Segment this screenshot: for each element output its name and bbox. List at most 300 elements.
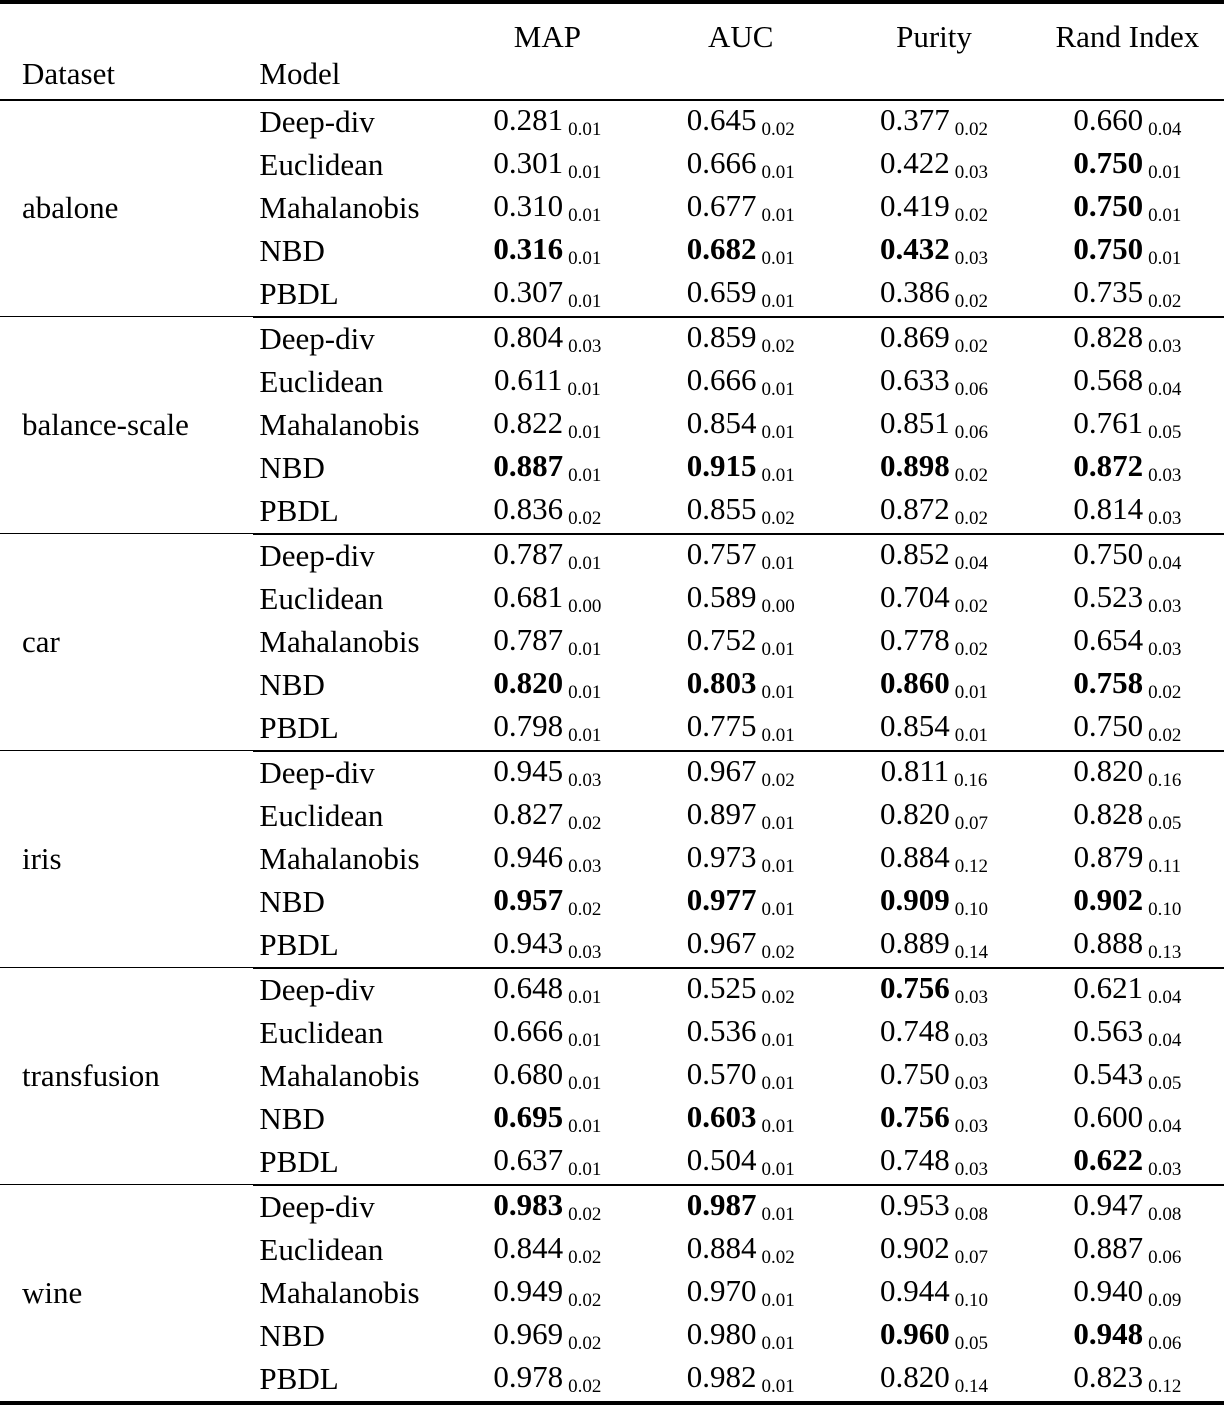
metric-mean: 0.820 bbox=[880, 795, 950, 831]
metric-mean: 0.889 bbox=[880, 924, 950, 960]
cell-balance-scale-nbd-purity bbox=[837, 447, 1030, 490]
metric-std: 0.03 bbox=[954, 1115, 988, 1137]
metric-mean: 0.947 bbox=[1073, 1186, 1144, 1222]
metric-mean: 0.622 bbox=[1073, 1141, 1144, 1177]
model-label-nbd: NBD bbox=[259, 233, 325, 269]
metric-std: 0.02 bbox=[1148, 681, 1182, 703]
cell-wine-pbdl-map bbox=[451, 1358, 644, 1403]
cell-balance-scale-euclidean-rand-index bbox=[1031, 361, 1224, 404]
metric-mean: 0.957 bbox=[493, 881, 564, 917]
metric-mean: 0.953 bbox=[880, 1186, 950, 1222]
cell-iris-nbd-map bbox=[451, 881, 644, 924]
metric-mean: 0.960 bbox=[880, 1315, 950, 1351]
metric-mean: 0.978 bbox=[493, 1358, 564, 1394]
cell-iris-pbdl-auc bbox=[644, 924, 837, 968]
metric-mean: 0.758 bbox=[1073, 664, 1144, 700]
cell-transfusion-mahalanobis-map bbox=[451, 1055, 644, 1098]
metric-mean: 0.787 bbox=[493, 621, 564, 657]
metric-std: 0.02 bbox=[954, 464, 988, 486]
metric-std: 0.01 bbox=[568, 986, 602, 1008]
metric-std: 0.14 bbox=[954, 1375, 988, 1397]
metric-std: 0.12 bbox=[1148, 1375, 1182, 1397]
metric-std: 0.01 bbox=[568, 464, 602, 486]
cell-balance-scale-deep-div-purity bbox=[837, 318, 1030, 361]
cell-wine-euclidean-auc bbox=[644, 1229, 837, 1272]
cell-abalone-mahalanobis-map bbox=[451, 187, 644, 230]
metric-std: 0.01 bbox=[761, 290, 795, 312]
model-label-mahalanobis: Mahalanobis bbox=[259, 190, 420, 226]
metric-mean: 0.814 bbox=[1073, 490, 1144, 526]
metric-std: 0.02 bbox=[954, 638, 988, 660]
cell-abalone-euclidean-rand-index bbox=[1031, 144, 1224, 187]
cell-abalone-nbd-purity bbox=[837, 230, 1030, 273]
cell-wine-mahalanobis-purity bbox=[837, 1272, 1030, 1315]
metric-std: 0.03 bbox=[568, 855, 602, 877]
cell-wine-deep-div-map bbox=[451, 1186, 644, 1229]
metric-mean: 0.757 bbox=[686, 535, 757, 571]
dataset-label-balance-scale: balance-scale bbox=[22, 407, 189, 443]
cell-iris-pbdl-map bbox=[451, 924, 644, 968]
header-blank-auc bbox=[644, 56, 837, 100]
cell-balance-scale-mahalanobis-auc bbox=[644, 404, 837, 447]
metric-mean: 0.432 bbox=[880, 230, 950, 266]
cell-wine-euclidean-purity bbox=[837, 1229, 1030, 1272]
metric-mean: 0.666 bbox=[686, 361, 757, 397]
metric-mean: 0.859 bbox=[686, 318, 757, 354]
metric-mean: 0.750 bbox=[1073, 707, 1144, 743]
metric-mean: 0.377 bbox=[880, 101, 950, 137]
metric-std: 0.01 bbox=[761, 1072, 795, 1094]
metric-std: 0.10 bbox=[954, 1289, 988, 1311]
metric-mean: 0.621 bbox=[1073, 969, 1144, 1005]
table-row bbox=[0, 318, 1224, 361]
cell-balance-scale-mahalanobis-rand-index bbox=[1031, 404, 1224, 447]
dataset-label-abalone: abalone bbox=[22, 190, 119, 226]
table-row bbox=[0, 752, 1224, 795]
cell-car-mahalanobis-purity bbox=[837, 621, 1030, 664]
metric-std: 0.01 bbox=[568, 638, 602, 660]
cell-balance-scale-deep-div-map bbox=[451, 318, 644, 361]
metric-std: 0.02 bbox=[954, 595, 988, 617]
cell-wine-deep-div-purity bbox=[837, 1186, 1030, 1229]
cell-abalone-pbdl-map bbox=[451, 273, 644, 317]
metric-std: 0.07 bbox=[954, 812, 988, 834]
cell-iris-deep-div-purity bbox=[837, 752, 1030, 795]
model-label-mahalanobis: Mahalanobis bbox=[259, 1058, 420, 1094]
metric-std: 0.02 bbox=[761, 335, 795, 357]
metric-std: 0.04 bbox=[1148, 986, 1182, 1008]
cell-balance-scale-pbdl-rand-index bbox=[1031, 490, 1224, 534]
model-label-nbd: NBD bbox=[259, 667, 325, 703]
metric-std: 0.03 bbox=[954, 161, 988, 183]
cell-balance-scale-euclidean-map bbox=[451, 361, 644, 404]
metric-std: 0.02 bbox=[954, 507, 988, 529]
metric-mean: 0.851 bbox=[880, 404, 950, 440]
metric-mean: 0.654 bbox=[1073, 621, 1144, 657]
table-body bbox=[0, 101, 1224, 1405]
model-label-mahalanobis: Mahalanobis bbox=[259, 841, 420, 877]
metric-std: 0.01 bbox=[761, 204, 795, 226]
model-label-euclidean: Euclidean bbox=[259, 1232, 384, 1268]
cell-wine-deep-div-rand-index bbox=[1031, 1186, 1224, 1229]
cell-abalone-nbd-map bbox=[451, 230, 644, 273]
cell-transfusion-mahalanobis-auc bbox=[644, 1055, 837, 1098]
metric-std: 0.01 bbox=[761, 1203, 795, 1225]
cell-transfusion-deep-div-auc bbox=[644, 969, 837, 1012]
metric-std: 0.12 bbox=[954, 855, 988, 877]
metric-mean: 0.798 bbox=[493, 707, 564, 743]
cell-abalone-deep-div-purity bbox=[837, 101, 1030, 144]
table-row bbox=[0, 969, 1224, 1012]
cell-car-nbd-purity bbox=[837, 664, 1030, 707]
model-label-deep-div: Deep-div bbox=[259, 321, 375, 357]
cell-iris-deep-div-rand-index bbox=[1031, 752, 1224, 795]
column-header-map: MAP bbox=[513, 19, 581, 55]
metric-mean: 0.977 bbox=[686, 881, 757, 917]
cell-wine-mahalanobis-rand-index bbox=[1031, 1272, 1224, 1315]
metric-mean: 0.948 bbox=[1073, 1315, 1144, 1351]
metric-mean: 0.872 bbox=[1073, 447, 1144, 483]
metric-std: 0.08 bbox=[1148, 1203, 1182, 1225]
model-label-deep-div: Deep-div bbox=[259, 104, 375, 140]
metric-mean: 0.949 bbox=[493, 1272, 564, 1308]
dataset-label-transfusion: transfusion bbox=[22, 1058, 160, 1094]
metric-mean: 0.316 bbox=[493, 230, 564, 266]
metric-mean: 0.823 bbox=[1073, 1358, 1144, 1394]
metric-std: 0.01 bbox=[761, 1332, 795, 1354]
model-label-euclidean: Euclidean bbox=[259, 1015, 384, 1051]
metric-mean: 0.828 bbox=[1073, 795, 1144, 831]
metric-mean: 0.563 bbox=[1073, 1012, 1144, 1048]
cell-balance-scale-pbdl-auc bbox=[644, 490, 837, 534]
metric-mean: 0.504 bbox=[686, 1141, 757, 1177]
metric-mean: 0.704 bbox=[880, 578, 950, 614]
metric-std: 0.03 bbox=[1148, 335, 1182, 357]
metric-mean: 0.666 bbox=[686, 144, 757, 180]
metric-mean: 0.915 bbox=[686, 447, 757, 483]
cell-wine-deep-div-auc bbox=[644, 1186, 837, 1229]
cell-car-euclidean-map bbox=[451, 578, 644, 621]
metric-mean: 0.967 bbox=[686, 924, 757, 960]
metric-std: 0.02 bbox=[568, 1375, 602, 1397]
metric-mean: 0.828 bbox=[1073, 318, 1144, 354]
metric-std: 0.02 bbox=[954, 118, 988, 140]
metric-std: 0.04 bbox=[954, 552, 988, 574]
metric-mean: 0.822 bbox=[493, 404, 564, 440]
cell-iris-euclidean-auc bbox=[644, 795, 837, 838]
metric-mean: 0.854 bbox=[686, 404, 757, 440]
model-label-nbd: NBD bbox=[259, 450, 325, 486]
cell-balance-scale-euclidean-auc bbox=[644, 361, 837, 404]
cell-car-deep-div-purity bbox=[837, 535, 1030, 578]
metric-mean: 0.611 bbox=[493, 361, 563, 397]
cell-car-pbdl-rand-index bbox=[1031, 707, 1224, 751]
column-header-purity: Purity bbox=[896, 19, 972, 55]
metric-mean: 0.600 bbox=[1073, 1098, 1144, 1134]
metric-mean: 0.982 bbox=[686, 1358, 757, 1394]
metric-std: 0.16 bbox=[954, 769, 988, 791]
metric-std: 0.01 bbox=[568, 724, 602, 746]
dataset-label-car: car bbox=[22, 624, 60, 660]
model-label-pbdl: PBDL bbox=[259, 276, 339, 312]
metric-mean: 0.756 bbox=[880, 1098, 950, 1134]
cell-balance-scale-nbd-map bbox=[451, 447, 644, 490]
metric-std: 0.04 bbox=[1148, 118, 1182, 140]
metric-std: 0.03 bbox=[1148, 507, 1182, 529]
metric-mean: 0.748 bbox=[880, 1141, 950, 1177]
cell-iris-mahalanobis-rand-index bbox=[1031, 838, 1224, 881]
metric-mean: 0.589 bbox=[686, 578, 757, 614]
metric-std: 0.00 bbox=[761, 595, 795, 617]
metric-std: 0.01 bbox=[567, 378, 601, 400]
metric-std: 0.01 bbox=[568, 1029, 602, 1051]
model-label-mahalanobis: Mahalanobis bbox=[259, 407, 420, 443]
table-row bbox=[0, 1186, 1224, 1229]
metric-mean: 0.523 bbox=[1073, 578, 1144, 614]
corner-header-row bbox=[0, 56, 1224, 100]
column-header-model: Model bbox=[259, 56, 341, 91]
model-label-deep-div: Deep-div bbox=[259, 538, 375, 574]
metric-std: 0.06 bbox=[1148, 1246, 1182, 1268]
metric-std: 0.01 bbox=[568, 118, 602, 140]
metric-mean: 0.633 bbox=[880, 361, 950, 397]
metric-std: 0.03 bbox=[954, 986, 988, 1008]
metric-mean: 0.869 bbox=[880, 318, 950, 354]
cell-wine-mahalanobis-auc bbox=[644, 1272, 837, 1315]
metric-mean: 0.750 bbox=[1073, 187, 1144, 223]
metric-std: 0.02 bbox=[568, 812, 602, 834]
metric-std: 0.01 bbox=[761, 1289, 795, 1311]
metric-mean: 0.422 bbox=[880, 144, 950, 180]
metric-std: 0.05 bbox=[1148, 421, 1182, 443]
metric-mean: 0.787 bbox=[493, 535, 564, 571]
dataset-label-iris: iris bbox=[22, 841, 62, 877]
cell-transfusion-euclidean-rand-index bbox=[1031, 1012, 1224, 1055]
cell-car-mahalanobis-map bbox=[451, 621, 644, 664]
metric-mean: 0.909 bbox=[880, 881, 950, 917]
metric-std: 0.02 bbox=[568, 1246, 602, 1268]
metric-std: 0.10 bbox=[1148, 898, 1182, 920]
metric-std: 0.02 bbox=[568, 1332, 602, 1354]
metric-std: 0.03 bbox=[1148, 1158, 1182, 1180]
model-label-pbdl: PBDL bbox=[259, 1361, 339, 1397]
metric-header-row bbox=[0, 4, 1224, 56]
cell-wine-pbdl-purity bbox=[837, 1358, 1030, 1403]
cell-wine-nbd-purity bbox=[837, 1315, 1030, 1358]
metric-mean: 0.987 bbox=[686, 1186, 757, 1222]
metric-mean: 0.543 bbox=[1073, 1055, 1144, 1091]
metric-mean: 0.666 bbox=[493, 1012, 564, 1048]
metric-std: 0.01 bbox=[954, 681, 988, 703]
model-label-deep-div: Deep-div bbox=[259, 972, 375, 1008]
cell-transfusion-pbdl-auc bbox=[644, 1141, 837, 1185]
metric-mean: 0.811 bbox=[880, 752, 950, 788]
metric-std: 0.04 bbox=[1148, 1029, 1182, 1051]
cell-abalone-nbd-rand-index bbox=[1031, 230, 1224, 273]
metric-std: 0.02 bbox=[1148, 290, 1182, 312]
metric-std: 0.01 bbox=[761, 1158, 795, 1180]
metric-mean: 0.660 bbox=[1073, 101, 1144, 137]
cell-transfusion-deep-div-map bbox=[451, 969, 644, 1012]
cell-car-deep-div-auc bbox=[644, 535, 837, 578]
cell-balance-scale-nbd-rand-index bbox=[1031, 447, 1224, 490]
metric-mean: 0.887 bbox=[493, 447, 564, 483]
metric-mean: 0.943 bbox=[493, 924, 564, 960]
metric-std: 0.03 bbox=[954, 1029, 988, 1051]
cell-wine-nbd-map bbox=[451, 1315, 644, 1358]
metric-std: 0.01 bbox=[1148, 247, 1182, 269]
metric-mean: 0.301 bbox=[493, 144, 564, 180]
cell-abalone-pbdl-purity bbox=[837, 273, 1030, 317]
metric-std: 0.02 bbox=[568, 1203, 602, 1225]
cell-wine-nbd-rand-index bbox=[1031, 1315, 1224, 1358]
metric-std: 0.02 bbox=[954, 335, 988, 357]
metric-std: 0.01 bbox=[1148, 204, 1182, 226]
cell-abalone-deep-div-auc bbox=[644, 101, 837, 144]
metric-mean: 0.860 bbox=[880, 664, 950, 700]
column-header-rand-index: Rand Index bbox=[1055, 19, 1200, 55]
metric-std: 0.01 bbox=[568, 681, 602, 703]
model-label-euclidean: Euclidean bbox=[259, 798, 384, 834]
cell-balance-scale-deep-div-rand-index bbox=[1031, 318, 1224, 361]
cell-car-pbdl-map bbox=[451, 707, 644, 751]
cell-transfusion-deep-div-rand-index bbox=[1031, 969, 1224, 1012]
metric-std: 0.06 bbox=[954, 421, 988, 443]
metric-std: 0.01 bbox=[568, 247, 602, 269]
cell-abalone-pbdl-auc bbox=[644, 273, 837, 317]
metric-std: 0.02 bbox=[568, 898, 602, 920]
model-label-mahalanobis: Mahalanobis bbox=[259, 1275, 420, 1311]
model-label-deep-div: Deep-div bbox=[259, 755, 375, 791]
metric-mean: 0.945 bbox=[493, 752, 564, 788]
cell-iris-mahalanobis-map bbox=[451, 838, 644, 881]
metric-std: 0.01 bbox=[761, 1375, 795, 1397]
metric-mean: 0.386 bbox=[880, 273, 950, 309]
cell-car-euclidean-purity bbox=[837, 578, 1030, 621]
metric-std: 0.03 bbox=[954, 247, 988, 269]
cell-abalone-deep-div-rand-index bbox=[1031, 101, 1224, 144]
metric-mean: 0.872 bbox=[880, 490, 950, 526]
model-label-pbdl: PBDL bbox=[259, 493, 339, 529]
column-header-auc: AUC bbox=[707, 19, 774, 55]
cell-car-mahalanobis-auc bbox=[644, 621, 837, 664]
metric-mean: 0.844 bbox=[493, 1229, 564, 1265]
cell-abalone-nbd-auc bbox=[644, 230, 837, 273]
cell-abalone-euclidean-auc bbox=[644, 144, 837, 187]
metric-mean: 0.854 bbox=[880, 707, 950, 743]
metric-mean: 0.970 bbox=[686, 1272, 757, 1308]
cell-iris-nbd-purity bbox=[837, 881, 1030, 924]
metric-mean: 0.778 bbox=[880, 621, 950, 657]
metric-std: 0.01 bbox=[761, 552, 795, 574]
metric-std: 0.01 bbox=[761, 161, 795, 183]
cell-abalone-mahalanobis-rand-index bbox=[1031, 187, 1224, 230]
metric-std: 0.16 bbox=[1148, 769, 1182, 791]
metric-mean: 0.750 bbox=[1073, 230, 1144, 266]
cell-iris-nbd-rand-index bbox=[1031, 881, 1224, 924]
cell-car-deep-div-map bbox=[451, 535, 644, 578]
cell-iris-deep-div-auc bbox=[644, 752, 837, 795]
metric-std: 0.06 bbox=[1148, 1332, 1182, 1354]
metric-mean: 0.680 bbox=[493, 1055, 564, 1091]
metric-std: 0.01 bbox=[568, 421, 602, 443]
metric-mean: 0.750 bbox=[880, 1055, 950, 1091]
metric-mean: 0.888 bbox=[1073, 924, 1144, 960]
metric-std: 0.01 bbox=[761, 638, 795, 660]
cell-balance-scale-nbd-auc bbox=[644, 447, 837, 490]
metric-mean: 0.568 bbox=[1073, 361, 1144, 397]
metric-std: 0.02 bbox=[761, 941, 795, 963]
cell-car-mahalanobis-rand-index bbox=[1031, 621, 1224, 664]
metric-mean: 0.603 bbox=[686, 1098, 757, 1134]
metric-std: 0.01 bbox=[568, 552, 602, 574]
metric-std: 0.10 bbox=[954, 898, 988, 920]
metric-std: 0.01 bbox=[761, 855, 795, 877]
metric-std: 0.02 bbox=[568, 507, 602, 529]
metric-mean: 0.820 bbox=[1073, 752, 1144, 788]
metric-std: 0.01 bbox=[761, 681, 795, 703]
metric-mean: 0.820 bbox=[493, 664, 564, 700]
metric-mean: 0.884 bbox=[880, 838, 950, 874]
metric-mean: 0.983 bbox=[493, 1186, 564, 1222]
metric-std: 0.01 bbox=[954, 724, 988, 746]
metric-std: 0.01 bbox=[1148, 161, 1182, 183]
metric-mean: 0.902 bbox=[880, 1229, 950, 1265]
metric-mean: 0.898 bbox=[880, 447, 950, 483]
cell-transfusion-deep-div-purity bbox=[837, 969, 1030, 1012]
model-label-nbd: NBD bbox=[259, 1101, 325, 1137]
model-label-pbdl: PBDL bbox=[259, 710, 339, 746]
metric-mean: 0.944 bbox=[880, 1272, 950, 1308]
cell-car-nbd-rand-index bbox=[1031, 664, 1224, 707]
cell-transfusion-euclidean-purity bbox=[837, 1012, 1030, 1055]
cell-balance-scale-pbdl-map bbox=[451, 490, 644, 534]
metric-std: 0.01 bbox=[761, 812, 795, 834]
metric-std: 0.02 bbox=[761, 986, 795, 1008]
table-header bbox=[0, 2, 1224, 101]
model-label-mahalanobis: Mahalanobis bbox=[259, 624, 420, 660]
cell-iris-pbdl-rand-index bbox=[1031, 924, 1224, 968]
metric-std: 0.08 bbox=[954, 1203, 988, 1225]
model-label-euclidean: Euclidean bbox=[259, 147, 384, 183]
cell-balance-scale-deep-div-auc bbox=[644, 318, 837, 361]
metric-std: 0.04 bbox=[1148, 1115, 1182, 1137]
metric-mean: 0.536 bbox=[686, 1012, 757, 1048]
metric-std: 0.05 bbox=[954, 1332, 988, 1354]
metric-std: 0.01 bbox=[761, 378, 795, 400]
metric-std: 0.02 bbox=[1148, 724, 1182, 746]
cell-iris-mahalanobis-purity bbox=[837, 838, 1030, 881]
metric-std: 0.01 bbox=[568, 204, 602, 226]
bottom-rule bbox=[0, 1403, 1224, 1405]
cell-car-euclidean-rand-index bbox=[1031, 578, 1224, 621]
metric-mean: 0.682 bbox=[686, 230, 757, 266]
metric-std: 0.01 bbox=[568, 1072, 602, 1094]
cell-wine-nbd-auc bbox=[644, 1315, 837, 1358]
cell-car-deep-div-rand-index bbox=[1031, 535, 1224, 578]
cell-transfusion-nbd-map bbox=[451, 1098, 644, 1141]
cell-abalone-pbdl-rand-index bbox=[1031, 273, 1224, 317]
cell-abalone-mahalanobis-auc bbox=[644, 187, 837, 230]
metric-std: 0.07 bbox=[954, 1246, 988, 1268]
metric-mean: 0.967 bbox=[686, 752, 757, 788]
metric-std: 0.00 bbox=[568, 595, 602, 617]
metric-std: 0.03 bbox=[568, 335, 602, 357]
cell-iris-nbd-auc bbox=[644, 881, 837, 924]
metric-std: 0.02 bbox=[954, 204, 988, 226]
metric-std: 0.01 bbox=[761, 724, 795, 746]
cell-wine-pbdl-rand-index bbox=[1031, 1358, 1224, 1403]
